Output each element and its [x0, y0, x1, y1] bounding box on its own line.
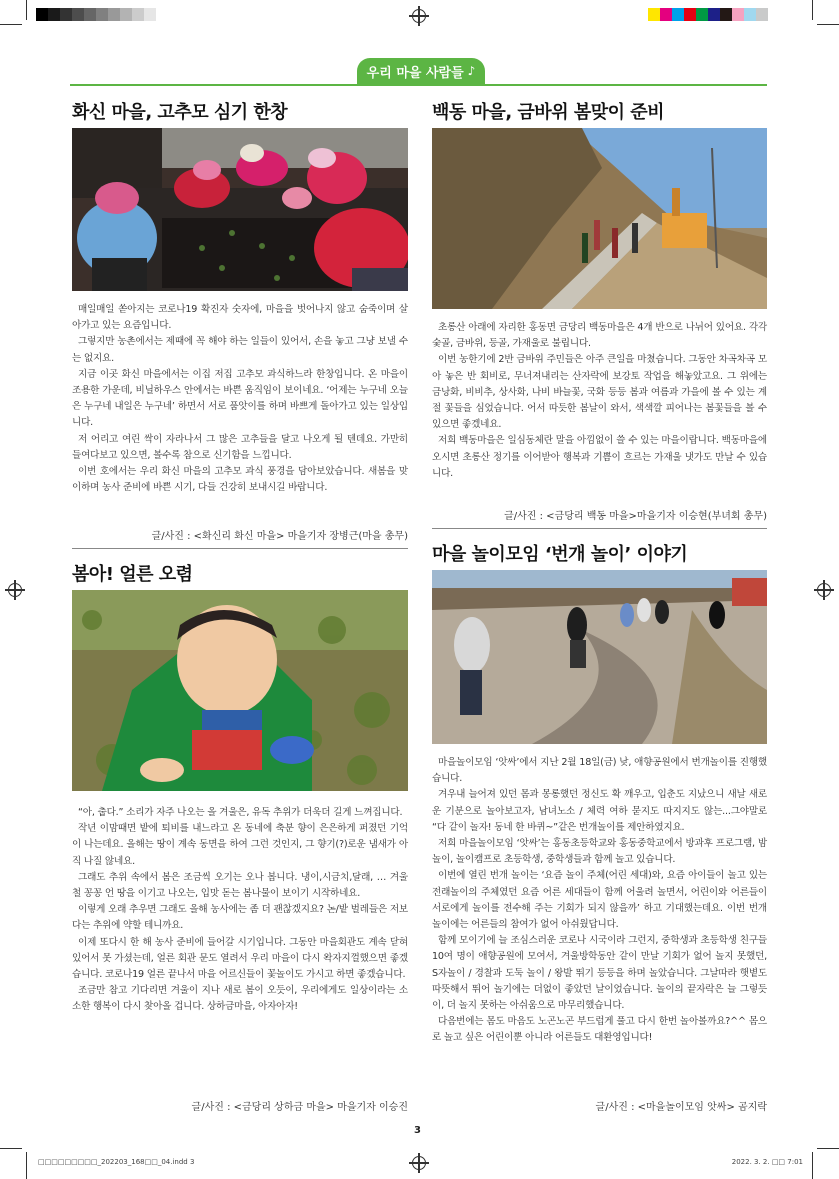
color-swatch [672, 8, 684, 21]
article-title: 봄아! 얼른 오렴 [72, 564, 193, 585]
article-paragraph: 함께 모이기에 늘 조심스러운 코로나 시국이라 그런지, 중학생과 초등학생 친구들 10여 명이 애향공원에 모여서, 겨울방학동안 같이 만날 기회가 없어 놀지 못했던, S자놀이 / 경찰과 도둑 놀이 / 왕발 뛰기 등등을 하며 놀았습니다. 그날따라 햇볕도 따뜻해서 뛰어 놀기에는 더없이 좋았던 날이었습니다. 놀이의 끝자락은 늘 그렇듯이, 더 놀지 못하는 아쉬움으로 마무리했습니다. [432, 935, 767, 1012]
article-paragraph: 저희 백동마을은 일심동체란 말을 아낌없이 쓸 수 있는 마을이랍니다. 백동마을에 오시면 초롱산 정기를 이어받아 행복과 기쁨이 흐르는 가재울 냇가도 만날 수 있습니다. [432, 435, 767, 479]
article-paragraph: 지금 이곳 화신 마을에서는 이집 저집 고추모 과식하느라 한창입니다. 온 마을이 조용한 가운데, 비닐하우스 안에서는 바쁜 움직임이 보이네요. ‘어제는 누구네 오늘은 누구네 내일은 누구네’ 하면서 서로 품앗이를 하며 바쁘게 돌아가고 있는 일상입니다. [72, 368, 408, 429]
section-tag-label: 우리 마을 사람들 [366, 65, 464, 81]
color-swatch [732, 8, 744, 21]
section-tag [357, 58, 485, 84]
crop-mark [26, 1152, 27, 1179]
gray-swatch [144, 8, 156, 21]
footer-filename: □□□□□□□□□_202203_168□□_04.indd 3 [38, 1158, 195, 1166]
registration-mark-icon [8, 583, 22, 597]
article-body [72, 805, 408, 1016]
article-photo-child [72, 590, 408, 791]
divider [72, 548, 408, 549]
kids-playing-photo [432, 570, 767, 744]
page-number: 3 [414, 1125, 421, 1136]
gray-scale-bar [36, 8, 156, 21]
article-title: 마을 놀이모임 ‘번개 놀이’ 이야기 [432, 544, 688, 565]
article-body [432, 320, 767, 482]
crop-mark [26, 0, 27, 20]
gray-swatch [36, 8, 48, 21]
crop-mark [817, 1148, 839, 1149]
article-paragraph: 그렇지만 농촌에서는 제때에 꼭 해야 하는 일들이 있어서, 손을 놓고 그냥 보낼 수는 없지요. [72, 336, 408, 364]
section-rule [70, 84, 767, 86]
article-paragraph: 조금만 참고 기다리면 겨울이 지나 새로 봄이 오듯이, 우리에게도 일상이라는 소소한 행복이 다시 찾아올 겁니다. 상하금마을, 아자아자! [72, 985, 408, 1013]
color-swatch [684, 8, 696, 21]
article-paragraph: 초롱산 아래에 자리한 홍동면 금당리 백동마을은 4개 반으로 나뉘어 있어요. 각각 숯골, 금바위, 등골, 가재울로 불립니다. [432, 322, 767, 350]
article-paragraph: 다음번에는 몸도 마음도 노곤노곤 부드럽게 풀고 다시 한번 놀아볼까요?^^ 몸으로 놀고 싶은 어린이뿐 아니라 어른들도 대환영입니다! [432, 1016, 767, 1044]
gray-swatch [72, 8, 84, 21]
gray-swatch [84, 8, 96, 21]
color-swatch [720, 8, 732, 21]
gray-swatch [108, 8, 120, 21]
article-paragraph: 마을놀이모임 ‘앗싸’에서 지난 2월 18일(금) 낮, 애향공원에서 번개놀이를 진행했습니다. [432, 757, 767, 785]
article-body [72, 302, 408, 496]
article-paragraph: 매일매일 쏟아지는 코로나19 확진자 숫자에, 마을을 벗어나지 않고 숨죽이며 살아가고 있는 요즘입니다. [72, 304, 408, 332]
article-credit: 글/사진 : <화신리 화신 마을> 마을기자 장병근(마을 총무) [151, 531, 408, 542]
article-credit: 글/사진 : <금당리 상하금 마을> 마을기자 이승진 [191, 1102, 408, 1113]
color-swatch [708, 8, 720, 21]
registration-mark-icon [817, 583, 831, 597]
crop-mark [0, 1148, 22, 1149]
color-swatch [744, 8, 756, 21]
child-in-field-photo [72, 590, 408, 791]
article-title: 화신 마을, 고추모 심기 한창 [72, 102, 288, 123]
gray-swatch [60, 8, 72, 21]
article-paragraph: 겨우내 늘어져 있던 몸과 몽롱했던 정신도 확 깨우고, 입춘도 지났으니 새날 새로운 기분으로 놀아보고자, 남녀노소 / 체력 여하 묻지도 따지지도 않는...그야말로 “다 같이 놀자! 동네 한 바퀴~”같은 번개놀이를 제안하였지요. [432, 789, 767, 833]
article-paragraph: 이번 호에서는 우리 화신 마을의 고추모 과식 풍경을 담아보았습니다. 새봄을 맞이하며 농사 준비에 바쁜 시기, 다들 건강히 보내시길 바랍니다. [72, 466, 408, 494]
article-photo-playground [432, 570, 767, 744]
color-swatch-bar [648, 8, 768, 21]
crop-mark [817, 24, 839, 25]
color-swatch [660, 8, 672, 21]
article-credit: 글/사진 : <마을놀이모임 앗싸> 곰지락 [595, 1102, 767, 1113]
article-title: 백동 마을, 금바위 봄맞이 준비 [432, 102, 665, 123]
article-body [432, 755, 767, 1047]
article-paragraph: “아, 춥다.” 소리가 자주 나오는 올 겨울은, 유독 추위가 더욱더 길게 느껴집니다. [78, 807, 403, 818]
farmers-planting-photo [72, 128, 408, 291]
footer-date: 2022. 3. 2. □□ 7:01 [731, 1158, 803, 1166]
retaining-wall-photo [432, 128, 767, 309]
color-swatch [696, 8, 708, 21]
article-photo-farmers [72, 128, 408, 291]
crop-mark [812, 1152, 813, 1179]
registration-mark-icon [412, 1156, 426, 1170]
gray-swatch [48, 8, 60, 21]
article-paragraph: 작년 이맘때면 밭에 퇴비를 내느라고 온 동네에 축분 향이 은은하게 퍼졌던 기억이 나는데요. 올해는 땅이 계속 동면을 하여 그런 것인지, 그 향기(?)로운 냄새가 아직 나질 않네요. [72, 823, 408, 867]
article-photo-retaining-wall [432, 128, 767, 309]
article-paragraph: 이번 농한기에 2반 금바위 주민들은 아주 큰일을 마쳤습니다. 그동안 차곡차곡 모아 놓은 반 회비로, 무너져내리는 산자락에 보강토 작업을 해놓았고요. 그 위에는 금낭화, 비비추, 상사화, 나비 바늘꽃, 국화 등등 봄과 여름과 가을에 볼 수 있는 계절 꽃들을 심었습니다. 어서 따듯한 봄날이 와서, 색색깔 피어나는 봄꽃들을 볼 수 있으면 좋겠네요. [432, 354, 767, 431]
gray-swatch [132, 8, 144, 21]
gray-swatch [120, 8, 132, 21]
crop-mark [812, 0, 813, 20]
article-paragraph: 이제 또다시 한 해 농사 준비에 들어갈 시기입니다. 그동안 마을회관도 계속 닫혀 있어서 못 가셨는데, 얼른 회관 문도 열려서 우리 마을이 다시 왁자지껄했으면 좋겠습니다. 코로나19 얼른 끝나서 마을 어르신들이 꽃놀이도 가시고 하면 좋겠습니다. [72, 936, 408, 981]
gray-swatch [96, 8, 108, 21]
article-paragraph: 이렇게 오래 추우면 그래도 올해 농사에는 좀 더 괜찮겠지요? 논/밭 벌레들은 저보다는 추위에 약할 테니까요. [72, 904, 408, 932]
color-swatch [648, 8, 660, 21]
article-paragraph: 저희 마을놀이모임 ‘앗싸’는 홍동초등학교와 홍동중학교에서 방과후 프로그램, 밤놀이, 놀이캠프로 초등학생, 중학생들과 함께 놀고 있습니다. [432, 838, 767, 866]
registration-mark-icon [412, 9, 426, 23]
music-note-icon: ♪ [467, 64, 476, 78]
article-paragraph: 저 어리고 여린 싹이 자라나서 그 많은 고추들을 달고 나오게 될 텐데요. 가만히 들여다보고 있으면, 볼수록 참으로 신기함을 느낍니다. [72, 433, 408, 461]
color-swatch [756, 8, 768, 21]
divider [432, 528, 767, 529]
article-paragraph: 그래도 추위 속에서 봄은 조금씩 오기는 오나 봅니다. 냉이,시금치,달래, … 겨울철 꽁꽁 언 땅을 이기고 나오는, 입맛 돋는 봄나물이 보이기 시작하네요. [72, 871, 408, 900]
crop-mark [0, 24, 22, 25]
article-credit: 글/사진 : <금당리 백동 마을>마을기자 이승현(부녀회 총무) [504, 511, 767, 522]
article-paragraph: 이번에 열린 번개 놀이는 ‘요즘 놀이 주체(어린 세대)와, 요즘 아이들이 놀고 있는 전래놀이의 주체였던 요즘 어른 세대들이 함께 어울려 놀면서, 어린이와 어른들이 서로에게 놀이를 전수해 주는 기회가 되지 않을까’ 하고 기대했는데요. 이번 번개 놀이에는 어른들의 참여가 없어 아쉬웠답니다. [432, 870, 767, 931]
